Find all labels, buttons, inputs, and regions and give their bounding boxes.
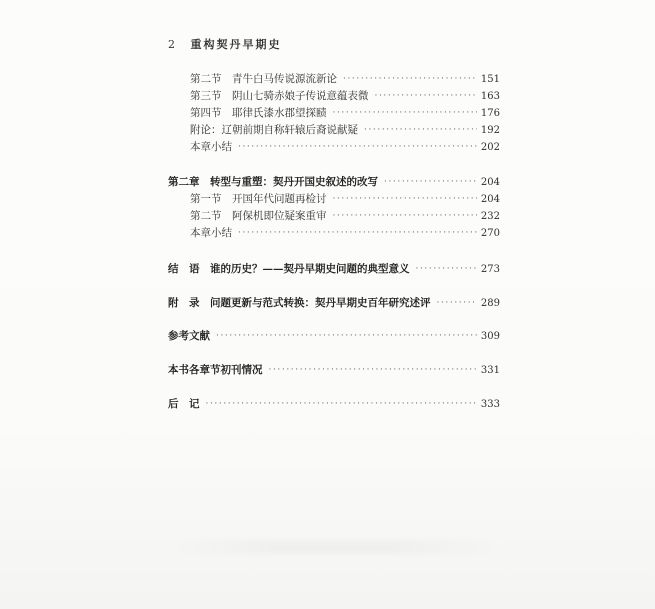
toc-entry-page: 204 [480,194,500,205]
toc-leader-dots [333,209,477,223]
toc-leader-dots [269,363,477,377]
toc-entry-page: 163 [480,91,500,102]
toc-chapter-entry [168,175,500,190]
toc-leader-dots [238,140,477,154]
toc-entry-label: 本章小结 [190,141,232,153]
toc-entry [190,89,500,104]
page-number: 2 [168,38,176,51]
toc-leader-dots [416,262,477,276]
toc-chapter-label: 结 语 谁的历史？——契丹早期史问题的典型意义 [168,263,410,275]
running-header [168,36,282,52]
toc-entry-page: 176 [480,108,500,119]
toc-chapter-entry [168,397,500,412]
toc-entry-page: 289 [480,298,500,309]
toc-leader-dots [437,296,477,310]
toc-leader-dots [375,89,477,103]
toc-chapter-entry [168,296,500,311]
toc-entry [190,140,500,155]
toc-entry-label: 第二节 青牛白马传说源流新论 [190,73,337,85]
book-title: 重构契丹早期史 [190,38,282,51]
toc-entry-label: 第四节 耶律氏漆水郡望探赜 [190,107,327,119]
toc-chapter-label: 附 录 问题更新与范式转换：契丹早期史百年研究述评 [168,297,431,309]
toc-entry-label: 第一节 开国年代问题再检讨 [190,193,327,205]
toc-entry [190,72,500,87]
toc-entry-page: 331 [480,365,500,376]
toc-leader-dots [333,106,477,120]
toc-chapter-label: 参考文献 [168,330,210,342]
toc-leader-dots [206,397,477,411]
toc-entry-page: 151 [480,74,500,85]
toc-chapter-entry [168,363,500,378]
toc-leader-dots [343,72,477,86]
toc-entry-page: 273 [480,264,500,275]
toc-entry-page: 232 [480,211,500,222]
toc-entry [190,192,500,207]
toc-entry-page: 202 [480,142,500,153]
toc-entry-label: 第二节 阿保机即位疑案重审 [190,210,327,222]
toc-entry-page: 204 [480,177,500,188]
toc-chapter-entry [168,329,500,344]
toc-leader-dots [216,329,477,343]
toc-chapter-label: 本书各章节初刊情况 [168,364,263,376]
toc-leader-dots [364,123,477,137]
toc-chapter-label: 后 记 [168,398,200,410]
toc-leader-dots [238,226,477,240]
toc-entry-page: 309 [480,331,500,342]
toc-entry-page: 192 [480,125,500,136]
toc-chapter-entry [168,262,500,277]
toc-chapter-label: 第二章 转型与重塑：契丹开国史叙述的改写 [168,176,378,188]
toc-leader-dots [384,175,477,189]
toc-entry-label: 第三节 阴山七骑赤娘子传说意蕴表微 [190,90,369,102]
toc-entry-label: 本章小结 [190,227,232,239]
toc-entry-page: 333 [480,399,500,410]
toc-entry-label: 附论：辽朝前期自称轩辕后裔说献疑 [190,124,358,136]
toc-entry [190,123,500,138]
toc-entry [190,226,500,241]
toc-leader-dots [333,192,477,206]
toc-entry-page: 270 [480,228,500,239]
toc-entry [190,106,500,121]
toc-entry [190,209,500,224]
bleed-through-smudge [170,540,500,554]
